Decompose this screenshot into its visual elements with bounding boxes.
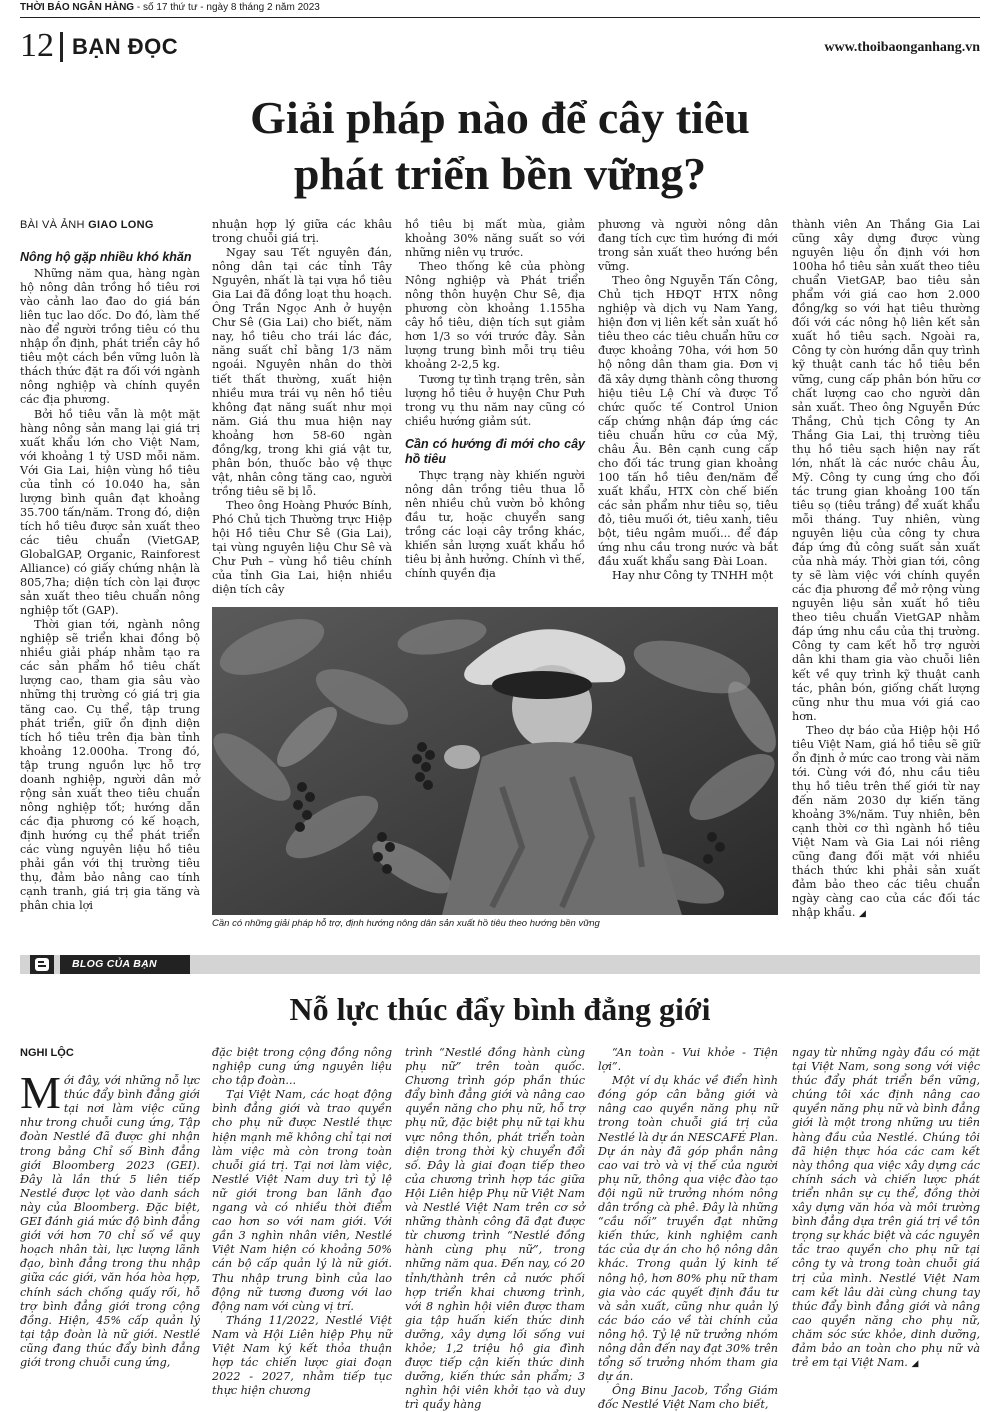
masthead	[20, 0, 980, 18]
section-bar	[20, 26, 980, 70]
article-column-3	[405, 218, 585, 604]
headline-line-2: phát triển bền vững?	[293, 148, 707, 199]
blog-section-bar	[20, 955, 980, 974]
blog-headline: Nỗ lực thúc đẩy bình đẳng giới	[289, 991, 711, 1027]
blog-column-2	[212, 1046, 392, 1398]
page-separator	[60, 32, 63, 62]
paragraph: Thời gian tới, ngành nông nghiệp sẽ triển khai đồng bộ nhiều giải pháp nhằm tạo ra các sản phẩm hồ tiêu chất lượng cao, tham gia sâu vào những thị trường có giá trị gia tăng cao. Cụ thể, tập trung phát triển, giữ ổn định diện tích hồ tiêu trên địa bàn tỉnh khoảng 12.000ha. Trong đó, tập trung nguồn lực hỗ trợ doanh nghiệp, người dân mở rộng sản xuất theo tiêu chuẩn nông nghiệp tốt; hướng dẫn các địa phương có kế hoạch, định hướng cụ thể phát triển các vùng nguyên liệu hồ tiêu phải gắn với thị trường tiêu thụ, đảm bảo nâng cao tính cạnh tranh, giá trị gia tăng và phân chia lợi	[20, 618, 200, 913]
farmer-photo-illustration	[212, 607, 778, 915]
paragraph: ngay từ những ngày đầu có mặt tại Việt Nam, song song với việc thúc đẩy phát triển bền vững, chúng tôi xác định nâng cao quyền năng phụ nữ và bình đẳng giới là một trong những ưu tiên hàng đầu của Nestlé. Chúng tôi đã hiện thực hóa các cam kết này thông qua việc xây dựng các chính sách và chiến lược phát triển nhân sự cụ thể, đồng thời xây dựng văn hóa và môi trường bình đẳng dựa trên giá trị về tôn trọng sự khác biệt và các nguyên tắc trao quyền cho phụ nữ tại công ty và trong toàn chuỗi giá trị của mình. Nestlé Việt Nam cam kết lâu dài cùng chung tay thúc đẩy bình đẳng giới và nâng cao quyền năng cho phụ nữ, chăm sóc sức khỏe, dinh dưỡng, đảm bảo an toàn cho phụ nữ và trẻ em tại Việt Nam. ◢	[792, 1046, 980, 1370]
paragraph: phương và người nông dân đang tích cực tìm hướng đi mới trong sản xuất theo hướng bền vững.	[598, 218, 778, 274]
blog-column-5	[792, 1046, 980, 1398]
headline-line-1: Giải pháp nào để cây tiêu	[250, 92, 750, 143]
paragraph: hồ tiêu bị mất mùa, giảm khoảng 30% năng suất so với những niên vụ trước.	[405, 218, 585, 260]
paragraph: Theo ông Nguyễn Tấn Công, Chủ tịch HĐQT HTX nông nghiệp và dịch vụ Nam Yang, hiện đơn vị liên kết sản xuất hồ tiêu theo các tiêu chuẩn hữu cơ được khoảng 70ha, với hơn 50 hộ nông dân tham gia. Đơn vị đã xây dựng thành công thương hiệu tiêu Lệ Chí và được Tổ chức quốc tế Control Union cấp chứng nhận đáp ứng các tiêu chuẩn hữu cơ của Mỹ, châu Âu. Bên cạnh cung cấp cho đối tác trung gian khoảng 100 tấn hồ tiêu đen/năm để xuất khẩu, HTX còn chế biến các sản phẩm như tiêu sọ, tiêu đỏ, tiêu muối ớt, tiêu xanh, tiêu bột, tiêu ngâm muối... để đáp ứng nhu cầu trong nước và bắt đầu xuất khẩu sang Đài Loan.	[598, 274, 778, 569]
article-column-2	[212, 218, 392, 604]
paragraph: Mới đây, với những nỗ lực thúc đẩy bình đẳng giới tại nơi làm việc cũng như trong chuỗi cung ứng, Tập đoàn Nestlé đã được ghi nhận trong bảng Chỉ số Bình đẳng giới Bloomberg 2023 (GEI). Đây là lần thứ 5 liên tiếp Nestlé được lọt vào danh sách này của Bloomberg. Đặc biệt, GEI đánh giá mức độ bình đẳng giới với hơn 70 chỉ số về quy hoạch nhân tài, lực lượng lãnh đạo, bình đẳng trong thu nhập giữa các giới, văn hóa hòa hợp, chính sách chống quấy rối, hỗ trợ bình đẳng giới trong cộng đồng. Hiện, 45% cấp quản lý tại tập đoàn là nữ giới. Nestlé cũng đang thúc đẩy bình đẳng giới trong chuỗi cung ứng,	[20, 1067, 200, 1369]
paragraph: Theo ông Hoàng Phước Bính, Phó Chủ tịch Thường trực Hiệp hội Hồ tiêu Chư Sê (Gia Lai), tại vùng nguyên liệu Chư Sê và Chư Pưh – vùng hồ tiêu chính của tỉnh Gia Lai, hiện nhiều diện tích cây	[212, 498, 392, 597]
paragraph: Ngay sau Tết nguyên đán, nông dân tại các tỉnh Tây Nguyên, nhất là tại vựa hồ tiêu Gia Lai đã đồng loạt thu hoạch. Ông Trần Ngọc Anh ở huyện Chư Sê (Gia Lai) cho biết, năm nay, hồ tiêu cho trái lác đác, năng suất chỉ bằng 1/3 năm ngoái. Nguyên nhân do thời tiết thất thường, xuất hiện nhiều mưa trái vụ nên hồ tiêu không đạt năng suất như mọi năm. Giá thu mua hiện nay khoảng hơn 58-60 ngàn đồng/kg, trong khi giá vật tư, phân bón, thuốc bảo vệ thực vật, nhân công tăng cao, người trồng tiêu sẽ bị lỗ.	[212, 246, 392, 498]
article-column-5	[792, 218, 980, 938]
blog-author: NGHI LỘC	[20, 1047, 74, 1059]
blog-column-1	[20, 1046, 200, 1398]
article-byline: BÀI VÀ ẢNH GIAO LONG	[20, 219, 154, 231]
end-mark: ◢	[911, 1359, 919, 1370]
issue-info: - số 17 thứ tư - ngày 8 tháng 2 năm 2023	[134, 2, 320, 13]
paragraph: Tháng 11/2022, Nestlé Việt Nam và Hội Liên hiệp Phụ nữ Việt Nam ký kết thỏa thuận hợp tác chiến lược giai đoạn 2022 - 2027, nhằm tiếp tục thực hiện chương	[212, 1313, 392, 1398]
subheading-2: Cần có hướng đi mới cho cây hồ tiêu	[405, 436, 585, 466]
blog-column-4	[598, 1046, 778, 1412]
article-headline	[120, 90, 880, 202]
blog-logo-icon	[30, 955, 54, 974]
site-url[interactable]: www.thoibaonganhang.vn	[824, 40, 980, 55]
paragraph: Tại Việt Nam, các hoạt động bình đẳng giới và trao quyền cho phụ nữ được Nestlé thực hiện mạnh mẽ không chỉ tại nơi làm việc mà còn trong toàn chuỗi giá trị. Tại nơi làm việc, Nestlé Việt Nam duy trì tỷ lệ nữ giới trong ban lãnh đạo ngang và có nhiều thời điểm cao hơn so với nam giới. Với gần 3 nghìn nhân viên, Nestlé Việt Nam hiện có khoảng 50% cán bộ cấp quản lý là nữ giới. Thu nhập trung bình của lao động nữ tương đương với lao động nam với cùng vị trí.	[212, 1088, 392, 1313]
page-number: 12	[20, 27, 54, 64]
paragraph: Bởi hồ tiêu vẫn là một mặt hàng nông sản mang lại giá trị xuất khẩu lớn cho Việt Nam, với khoảng 1 tỷ USD mỗi năm. Với Gia Lai, hiện vùng hồ tiêu của tỉnh có 10.040 ha, sản lượng bình quân đạt khoảng 35.700 tấn/năm. Trong đó, diện tích hồ tiêu được sản xuất theo các tiêu chuẩn (VietGAP, GlobalGAP, Organic, Rainforest Alliance) có giấy chứng nhận là 805,7ha; diện tích còn lại được sản xuất theo tiêu chuẩn nông nghiệp tốt (GAP).	[20, 407, 200, 618]
paragraph: nhuận hợp lý giữa các khâu trong chuỗi giá trị.	[212, 218, 392, 246]
article-column-4	[598, 218, 778, 604]
end-mark: ◢	[858, 909, 866, 920]
blog-column-3	[405, 1046, 585, 1412]
paragraph: đặc biệt trong cộng đồng nông nghiệp cung ứng nguyên liệu cho tập đoàn...	[212, 1046, 392, 1088]
subheading-1: Nông hộ gặp nhiều khó khăn	[20, 250, 192, 265]
paragraph: “An toàn - Vui khỏe - Tiện lợi”.	[598, 1046, 778, 1074]
paragraph: Hay như Công ty TNHH một	[612, 569, 774, 583]
article-column-1	[20, 218, 200, 934]
paragraph: Một ví dụ khác về điển hình đóng góp cân bằng giới và nâng cao quyền năng phụ nữ trong toàn chuỗi giá trị của Nestlé là dự án NESCAFÉ Plan. Dự án này đã góp phần nâng cao vai trò và vị thế của người phụ nữ, thông qua việc đào tạo đội ngũ nữ trưởng nhóm nông dân trồng cà phê. Đây là những “cầu nối” truyền đạt những kiến thức, kinh nghiệm canh tác của dự án cho hộ nông dân khác. Trong quản lý kinh tế nông hộ, hơn 80% phụ nữ tham gia vào các quyết định đầu tư và sản xuất, cũng như quản lý các báo cáo về tài chính của nông hộ. Tỷ lệ nữ trưởng nhóm nông dân đến nay đạt 30% trên tổng số trưởng nhóm tham gia dự án.	[598, 1074, 778, 1384]
section-name: BẠN ĐỌC	[72, 34, 179, 59]
paragraph: Theo thống kê của phòng Nông nghiệp và Phát triển nông thôn huyện Chư Sê, địa phương còn khoảng 1.155ha cây hồ tiêu, diện tích sụt giảm hơn 1/3 so với trước đây. Sản lượng trung bình mỗi trụ tiêu khoảng 2-2,5 kg.	[405, 260, 585, 372]
blog-section-label: BLOG CỦA BẠN	[60, 955, 190, 974]
paragraph: trình “Nestlé đồng hành cùng phụ nữ” trên toàn quốc. Chương trình góp phần thúc đẩy bình đẳng giới và nâng cao quyền năng cho phụ nữ, hỗ trợ phụ nữ, đặc biệt phụ nữ tại khu vực nông thôn, phát triển toàn diện trong thời kỳ chuyển đổi số. Đây là giai đoạn tiếp theo của chương trình hợp tác giữa Hội Liên hiệp Phụ nữ Việt Nam và Nestlé Việt Nam trên cơ sở những thành công đã đạt được từ chương trình “Nestlé đồng hành cùng phụ nữ”, trong những năm qua. Đến nay, có 20 tỉnh/thành trên cả nước phối hợp triển khai chương trình, với 8 nghìn hội viên được tham gia tập huấn kiến thức dinh dưỡng, xây dựng lối sống vui khỏe; 1,2 triệu hộ gia đình được tiếp cận kiến thức dinh dưỡng, kiến thức sản phẩm; 3 nghìn hội viên khởi tạo và duy trì quầy hàng	[405, 1046, 585, 1412]
paragraph: thành viên An Thắng Gia Lai cũng xây dựng được vùng nguyên liệu ổn định với hơn 100ha hồ tiêu sản xuất theo tiêu chuẩn VietGAP, bao tiêu sản phẩm với giá cao hơn 2.000 đồng/kg so với hạt tiêu thường đối với các nông hộ liên kết sản xuất hồ tiêu sạch. Ngoài ra, Công ty còn hướng dẫn quy trình kỹ thuật canh tác hồ tiêu bền vững, cung cấp phân bón hữu cơ chất lượng cao cho người dân sản xuất. Theo ông Nguyễn Đức Thắng, Chủ tịch Công ty An Thắng Gia Lai, thị trường tiêu thụ hồ tiêu sạch hiện nay rất lớn, nhất là các nước châu Âu, Mỹ. Công ty cung ứng cho đối tác trung gian khoảng 100 tấn tiêu sọ (tiêu trắng) để xuất khẩu mỗi tháng. Tuy nhiên, vùng nguyên liệu của công ty chưa đáp ứng đủ công suất sản xuất của nhà máy. Thời gian tới, công ty sẽ làm việc với chính quyền các địa phương để mở rộng vùng nguyên liệu sản xuất hồ tiêu theo tiêu chuẩn VietGAP nhằm đáp ứng nhu cầu của thị trường. Công ty cam kết hỗ trợ người dân khi tham gia vào chuỗi liên kết về quy trình kỹ thuật canh tác, phân bón, giống chất lượng cũng như thu mua với giá cao hơn.	[792, 218, 980, 723]
drop-cap: M	[20, 1067, 61, 1119]
paper-name: THỜI BÁO NGÂN HÀNG	[20, 2, 135, 13]
paragraph: Theo dự báo của Hiệp hội Hồ tiêu Việt Nam, giá hồ tiêu sẽ giữ ổn định ở mức cao trong vài năm tới. Cùng với đó, nhu cầu tiêu thụ hồ tiêu trên thế giới từ nay đến năm 2030 dự kiến tăng khoảng 3%/năm. Tuy nhiên, bên cạnh thời cơ thì ngành hồ tiêu Việt Nam và Gia Lai nói riêng cũng đang đối mặt với nhiều thách thức khi phải sản xuất đảm bảo theo các tiêu chuẩn ngày càng cao của các đối tác nhập khẩu. ◢	[792, 723, 980, 920]
byline-author: GIAO LONG	[88, 219, 154, 231]
paragraph: Thực trạng này khiến người nông dân trồng tiêu thua lỗ nên nhiều chủ vườn bỏ không đầu tư, hoặc chuyển sang trồng các loại cây trồng khác, khiến sản lượng xuất khẩu hồ tiêu bị ảnh hưởng. Chính vì thế, chính quyền địa	[405, 468, 585, 581]
paragraph: Tương tự tình trạng trên, sản lượng hồ tiêu ở huyện Chư Pưh trong vụ thu năm nay cũng có chiều hướng giảm sút.	[405, 372, 585, 428]
article-photo	[212, 607, 778, 915]
paragraph: Những năm qua, hàng ngàn hộ nông dân trồng hồ tiêu rơi vào cảnh lao đao do giá bán liên tục lao dốc. Do đó, làm thế nào để người trồng tiêu có thu nhập ổn định, phát triển cây hồ tiêu một cách bền vững luôn là thách thức đặt ra đối với ngành nông nghiệp và chính quyền các địa phương.	[20, 267, 200, 407]
blog-icon	[30, 955, 54, 974]
paragraph: Ông Binu Jacob, Tổng Giám đốc Nestlé Việt Nam cho biết,	[598, 1384, 778, 1412]
photo-caption: Cần có những giải pháp hỗ trợ, định hướng nông dân sản xuất hồ tiêu theo hướng bền vững	[212, 918, 600, 929]
